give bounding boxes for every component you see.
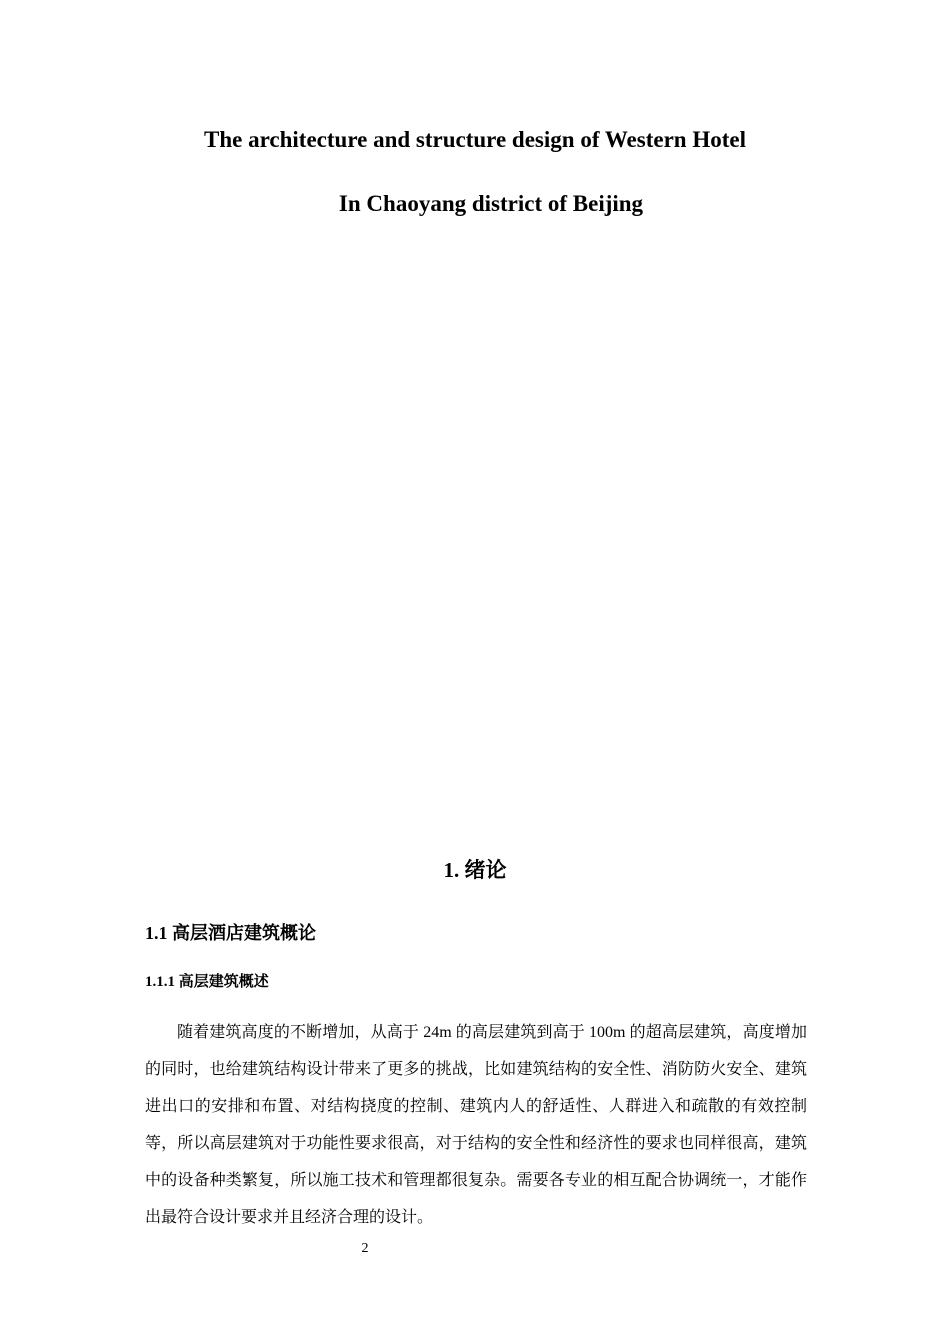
page-number: 2 xyxy=(361,1241,369,1256)
body-paragraph: 随着建筑高度的不断增加，从高于 24m 的高层建筑到高于 100m 的超高层建筑，高度增加的同时，也给建筑结构设计带来了更多的挑战，比如建筑结构的安全性、消防防火安全、建筑进出口的安排和布置、对结构挠度的控制、建筑内人的舒适性、人群进入和疏散的有效控制等，所以高层建筑对于功能性要求很高，对于结构的安全性和经济性的要求也同样很高，建筑中的设备种类繁复，所以施工技术和管理都很复杂。需要各专业的相互配合协调统一，才能作出最符合设计要求并且经济合理的设计。 xyxy=(145,1024,807,1226)
chapter-heading: 1. 绪论 xyxy=(443,858,507,882)
english-title-line-2: In Chaoyang district of Beijing xyxy=(338,191,644,216)
section-heading: 1.1 高层酒店建筑概论 xyxy=(145,923,316,943)
subsection-heading: 1.1.1 高层建筑概述 xyxy=(145,974,269,990)
english-title-line-1: The architecture and structure design of Western Hotel xyxy=(204,127,746,152)
